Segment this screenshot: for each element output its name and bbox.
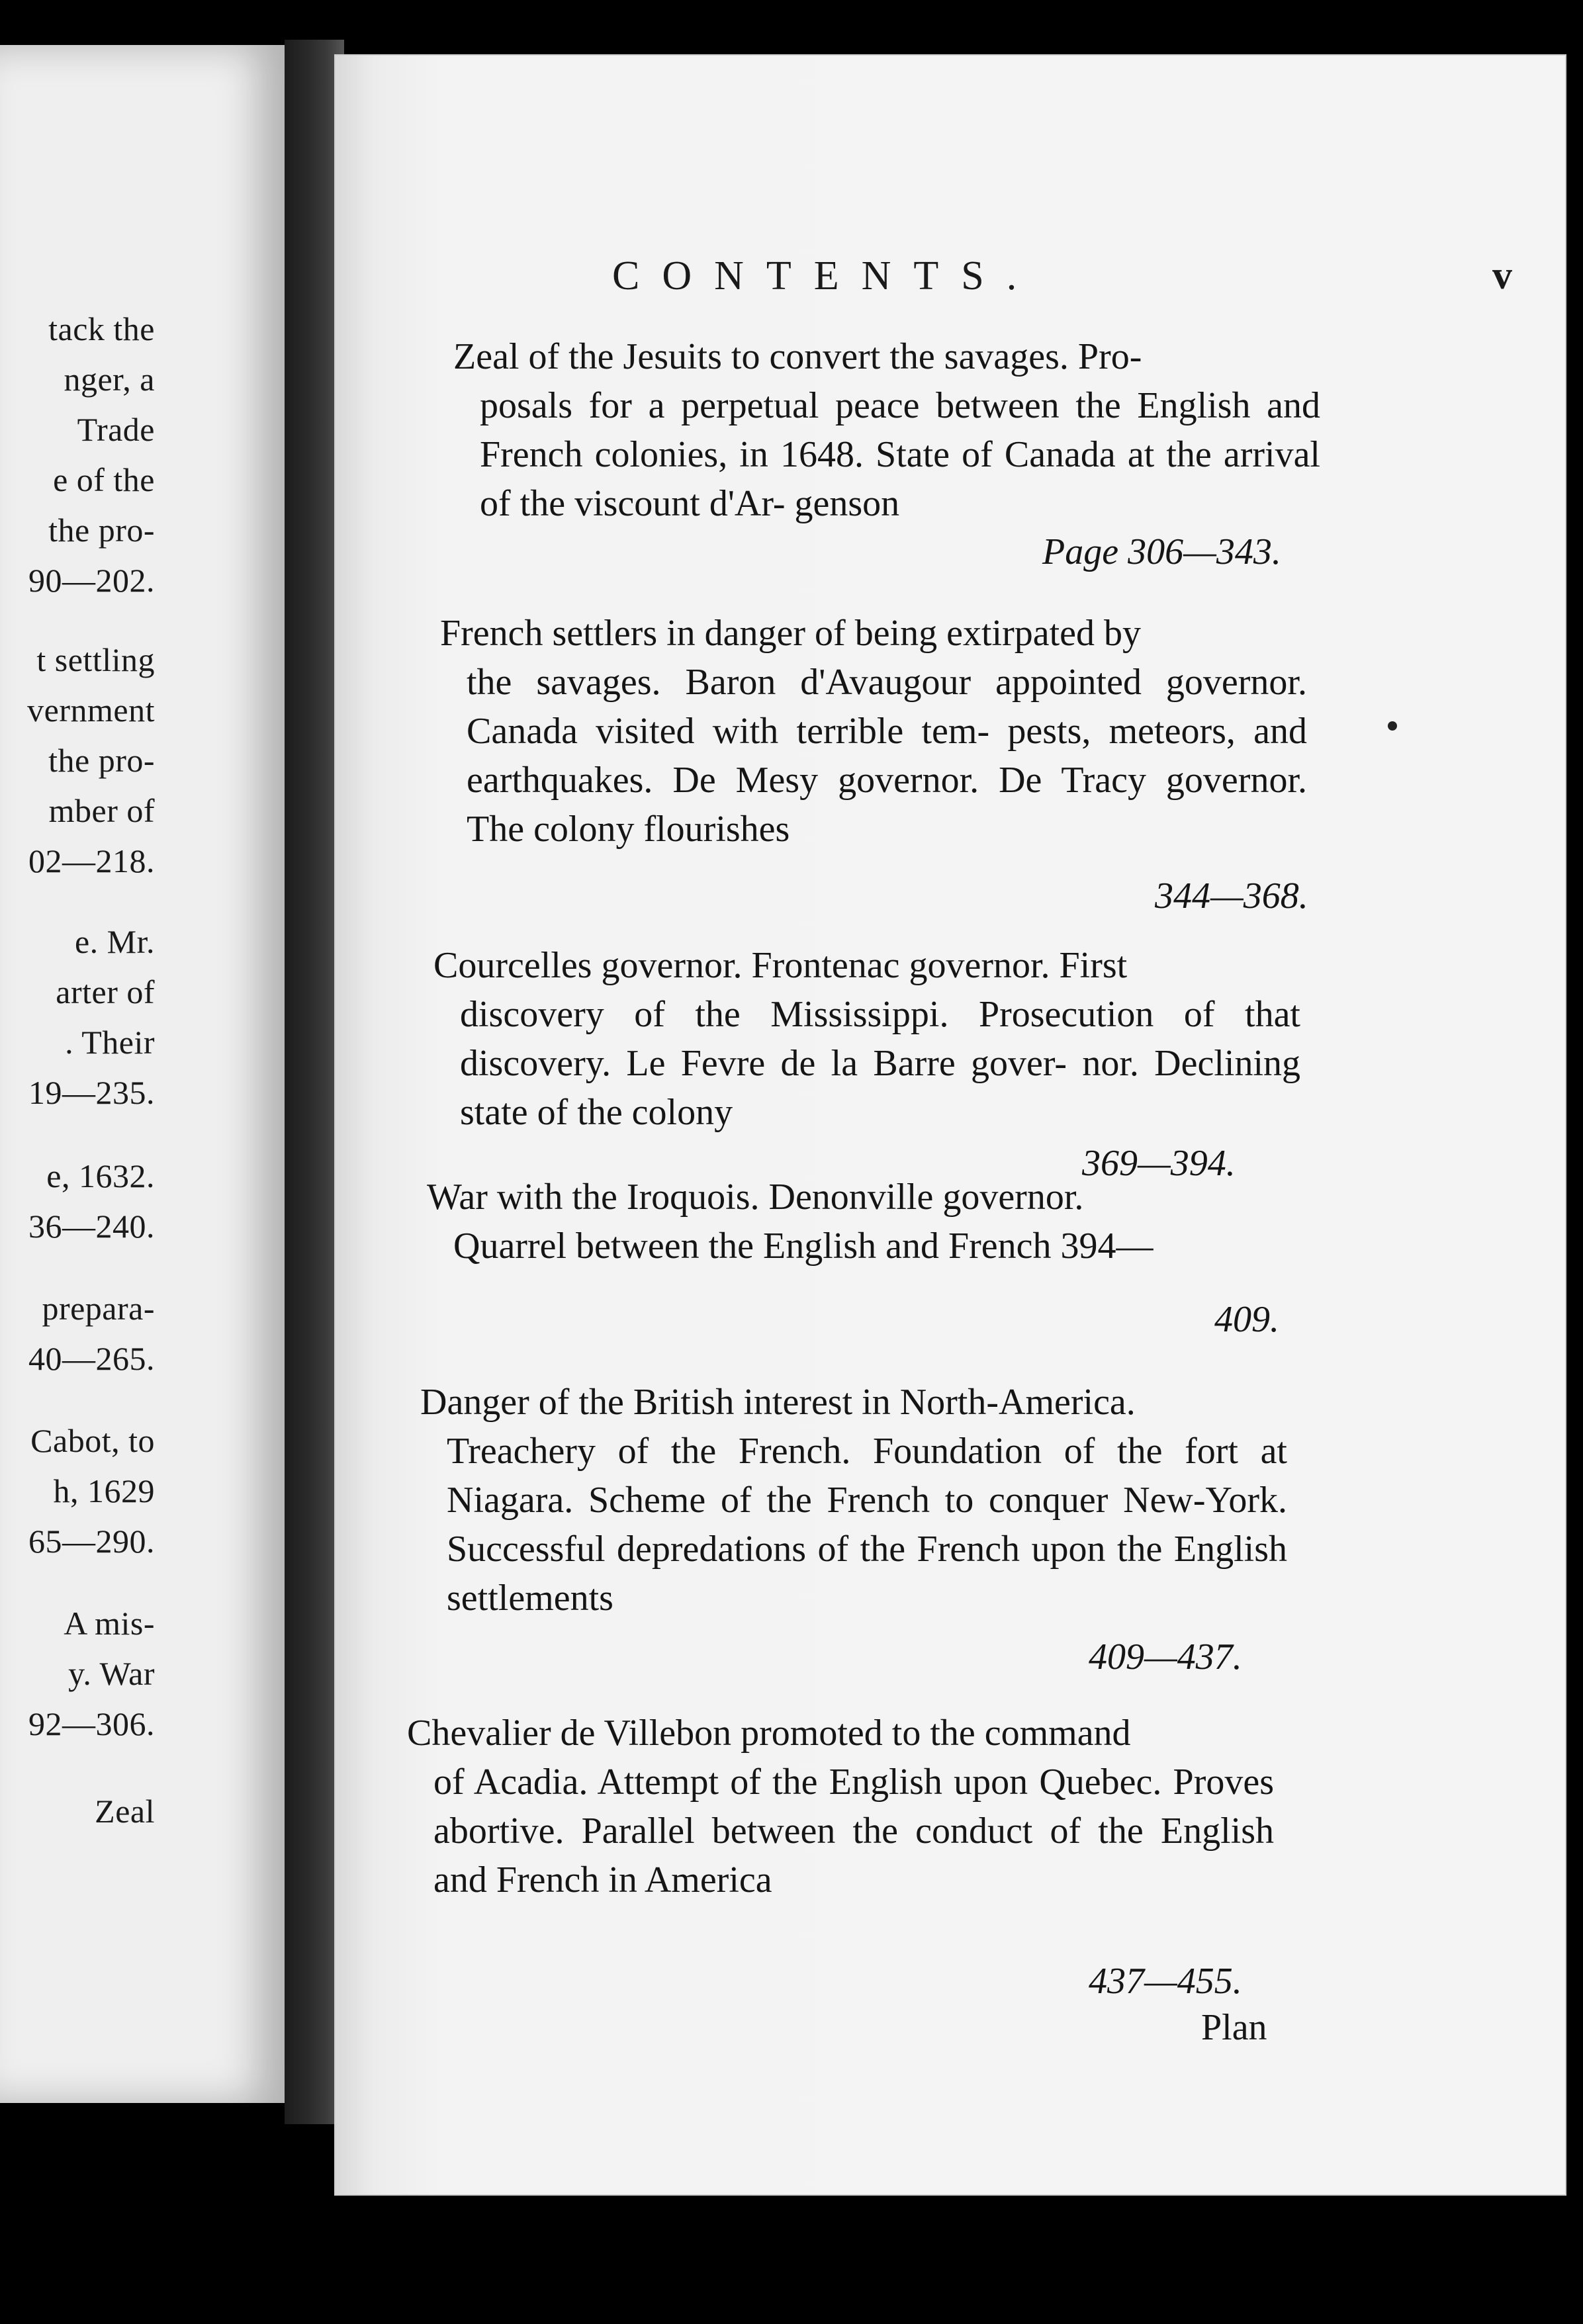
- left-page-line: 90—202.: [28, 562, 155, 599]
- entry-text: Quarrel between the English and French 394—: [453, 1226, 1153, 1267]
- page-title: CONTENTS.: [612, 253, 1040, 298]
- entry-pages: 409—437.: [1089, 1636, 1242, 1677]
- entry-pages: 369—394.: [1082, 1143, 1236, 1184]
- left-page-line: h, 1629: [53, 1472, 155, 1509]
- left-page-line: Cabot, to: [30, 1422, 155, 1459]
- left-page-line: e. Mr.: [74, 923, 155, 960]
- left-page-line: A mis-: [64, 1605, 155, 1642]
- left-page-line: arter of: [56, 973, 155, 1010]
- left-page-line: 40—265.: [28, 1340, 155, 1377]
- left-page-line: y. War: [68, 1655, 155, 1692]
- right-page: [334, 54, 1566, 2196]
- left-page-line: the pro-: [48, 742, 155, 779]
- contents-entry: [420, 1378, 1287, 1623]
- entry-text: the savages. Baron d'Avaugour appointed governor. Canada visited with terrible tem- pests, meteors, and earthquakes. De Mesy governor. De Tracy governor. The colony flourishes: [467, 662, 1307, 850]
- left-page-line: e, 1632.: [46, 1157, 155, 1194]
- entry-first-line: Zeal of the Jesuits to convert the savages. Pro-: [453, 336, 1142, 377]
- left-page: [0, 45, 290, 2103]
- left-page-line: . Their: [65, 1024, 155, 1061]
- contents-entry: [440, 609, 1307, 854]
- left-page-line: prepara-: [42, 1290, 155, 1327]
- catchword: Plan: [1201, 2007, 1267, 2048]
- entry-text: of Acadia. Attempt of the English upon Quebec. Proves abortive. Parallel between the conduct of the English and French in America: [433, 1762, 1274, 1900]
- page-number: v: [1492, 253, 1512, 297]
- left-page-line: 92—306.: [28, 1705, 155, 1742]
- entry-text: discovery of the Mississippi. Prosecution of that discovery. Le Fevre de la Barre gover- nor. Declining state of the colony: [460, 994, 1300, 1133]
- entry-first-line: War with the Iroquois. Denonville governor.: [427, 1177, 1084, 1218]
- entry-text: posals for a perpetual peace between the English and French colonies, in 1648. State of Canada at the arrival of the viscount d'Ar- genson: [480, 385, 1320, 524]
- entry-text: Treachery of the French. Foundation of the fort at Niagara. Scheme of the French to conquer New-York. Successful depredations of the French upon the English settlements: [447, 1431, 1287, 1619]
- entry-first-line: Courcelles governor. Frontenac governor. First: [433, 945, 1128, 986]
- left-page-line: the pro-: [48, 512, 155, 549]
- entry-pages: 409.: [1214, 1299, 1279, 1340]
- running-header: [612, 253, 1512, 312]
- contents-entry: [453, 332, 1583, 528]
- entry-pages: 344—368.: [1155, 875, 1308, 916]
- entry-first-line: Danger of the British interest in North-America.: [420, 1382, 1136, 1423]
- left-page-line: 65—290.: [28, 1523, 155, 1560]
- ink-speck: [1388, 721, 1397, 731]
- contents-entry: [433, 941, 1300, 1137]
- entry-first-line: Chevalier de Villebon promoted to the command: [407, 1713, 1131, 1754]
- left-page-line: tack the: [48, 310, 155, 347]
- left-page-line: 02—218.: [28, 842, 155, 879]
- entry-first-line: French settlers in danger of being extirpated by: [440, 613, 1141, 654]
- contents-entry: [427, 1173, 1294, 1271]
- left-page-line: Trade: [77, 411, 155, 448]
- entry-pages: 437—455.: [1089, 1961, 1242, 2002]
- left-page-line: mber of: [48, 792, 155, 829]
- left-page-line: Zeal: [95, 1793, 155, 1830]
- entry-pages: Page 306—343.: [1042, 531, 1281, 572]
- contents-entry: [407, 1709, 1274, 1904]
- left-page-line: 19—235.: [28, 1074, 155, 1111]
- left-page-line: 36—240.: [28, 1208, 155, 1245]
- left-page-line: e of the: [53, 461, 155, 498]
- left-page-line: vernment: [27, 692, 155, 729]
- left-page-line: t settling: [36, 641, 155, 678]
- left-page-line: nger, a: [64, 361, 155, 398]
